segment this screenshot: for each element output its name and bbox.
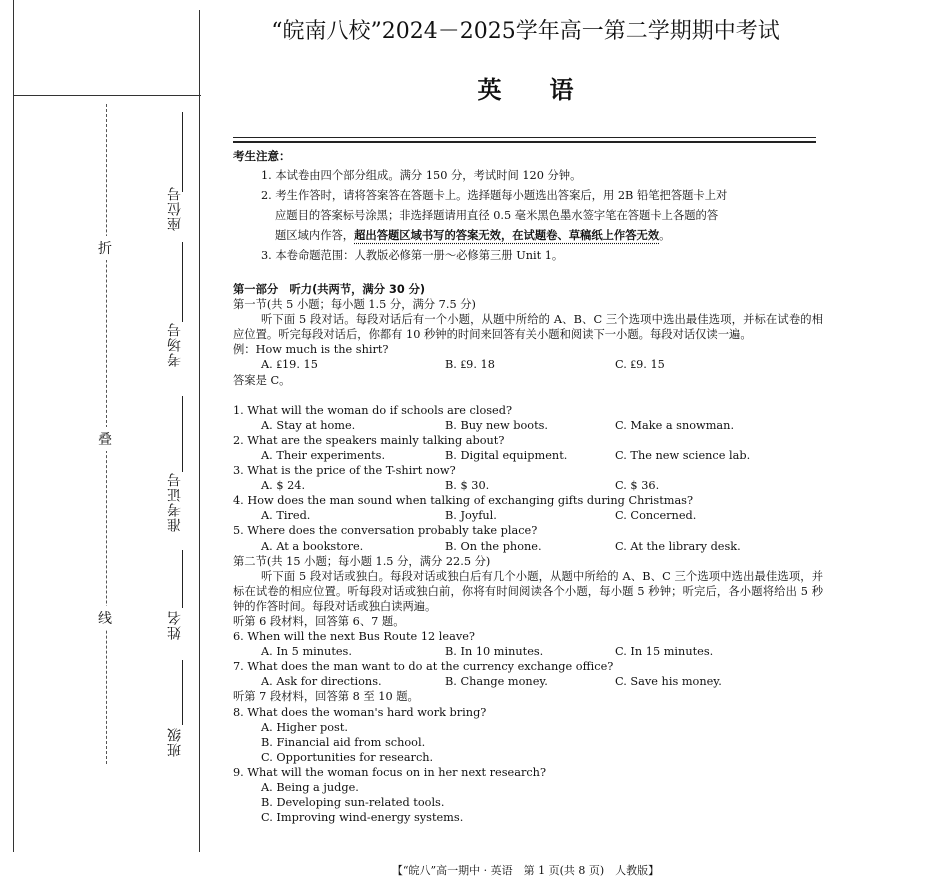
question-options	[233, 448, 823, 463]
option: B. Joyful.	[445, 509, 497, 523]
class-label: 班级	[167, 727, 183, 757]
question-options	[233, 508, 823, 523]
option: A. Tired.	[261, 509, 311, 523]
margin-border-line	[13, 0, 14, 852]
option: C. Save his money.	[615, 675, 722, 689]
option: A. In 5 minutes.	[261, 645, 352, 659]
name-line	[182, 550, 183, 608]
section-heading: 第一节(共 5 小题；每小题 1.5 分，满分 7.5 分)	[233, 298, 476, 312]
example-options	[233, 357, 823, 372]
name-label: 姓名	[167, 610, 183, 640]
fold-char: 折	[98, 236, 112, 260]
question: 1. What will the woman do if schools are closed?	[233, 403, 513, 417]
option: C. ₤9. 15	[615, 358, 665, 372]
candidate-notice	[233, 146, 823, 266]
option: C. $ 36.	[615, 479, 660, 493]
notice-text: 。	[659, 229, 671, 242]
option: B. Change money.	[445, 675, 548, 689]
header-rule	[233, 137, 816, 138]
section-heading: 第二节(共 15 小题；每小题 1.5 分，满分 22.5 分)	[233, 554, 491, 568]
option: A. Stay at home.	[261, 418, 356, 432]
question-options	[233, 674, 823, 689]
option: B. Buy new boots.	[445, 418, 549, 432]
margin-inner-line	[199, 10, 200, 852]
notice-item-continued	[233, 226, 823, 246]
notice-text: 题区域内作答，	[275, 229, 355, 242]
section-instructions: 听下面 5 段对话或独白。每段对话或独白后有几个小题，从题中所给的 A、B、C 三个选项中选出最佳选项，并标在试卷的相应位置。听每段对话或独白前，你将有时间阅读各个小题，每小题 5 秒钟；听完后，各小题将给出 5 秒钟的作答时间。每段对话或独白读两遍。	[233, 569, 823, 613]
fold-char: 叠	[98, 427, 112, 451]
notice-item-continued: 应题目的答案标号涂黑；非选择题请用直径 0.5 毫米黑色墨水签字笔在答题卡上各题的答	[275, 209, 719, 222]
seat-number-line	[182, 112, 183, 192]
example-question: 例：How much is the shirt?	[233, 343, 389, 357]
option: C. In 15 minutes.	[615, 645, 714, 659]
option: B. Digital equipment.	[445, 448, 568, 462]
question-options	[233, 539, 823, 554]
example-answer: 答案是 C。	[233, 373, 291, 387]
question-options	[233, 478, 823, 493]
question: 8. What does the woman's hard work bring?	[233, 705, 487, 719]
seat-number-label: 座位号	[167, 186, 183, 231]
admission-number-label: 准考证号	[167, 472, 183, 532]
option: B. On the phone.	[445, 539, 542, 553]
question: 9. What will the woman focus on in her next research?	[233, 765, 546, 779]
option: C. Concerned.	[615, 509, 697, 523]
material-note: 听第 6 段材料，回答第 6、7 题。	[233, 614, 405, 628]
option: C. The new science lab.	[615, 448, 751, 462]
notice-emphasis: 超出答题区域书写的答案无效，在试题卷、草稿纸上作答无效	[354, 229, 660, 242]
exam-room-label: 考场号	[167, 322, 183, 367]
margin-top-line	[13, 95, 201, 96]
question: 6. When will the next Bus Route 12 leave?	[233, 630, 475, 644]
exam-title: “皖南八校”2024－2025学年高一第二学期期中考试	[271, 19, 780, 44]
section-instructions: 听下面 5 段对话。每段对话后有一个小题，从题中所给的 A、B、C 三个选项中选出最佳选项，并标在试卷的相应位置。听完每段对话后，你都有 10 秒钟的时间来回答有关小题和阅读下一小题。每段对话仅读一遍。	[233, 313, 823, 342]
question: 5. Where does the conversation probably take place?	[233, 524, 538, 538]
question: 7. What does the man want to do at the currency exchange office?	[233, 660, 614, 674]
option: C. Improving wind-energy systems.	[261, 811, 464, 825]
option: A. $ 24.	[261, 479, 306, 493]
question: 3. What is the price of the T-shirt now?	[233, 464, 456, 478]
option: A. At a bookstore.	[261, 539, 364, 553]
option: A. Their experiments.	[261, 448, 386, 462]
part-heading: 第一部分 听力(共两节，满分 30 分)	[233, 283, 426, 296]
fold-char: 线	[98, 606, 112, 630]
notice-head: 考生注意：	[233, 149, 291, 163]
page-footer: 【“皖八”高一期中 · 英语 第 1 页(共 8 页) 人教版】	[391, 864, 660, 877]
admission-number-line	[182, 396, 183, 472]
notice-item: 3. 本卷命题范围：人教版必修第一册～必修第三册 Unit 1。	[261, 249, 564, 262]
notice-item: 1. 本试卷由四个部分组成。满分 150 分，考试时间 120 分钟。	[261, 169, 582, 182]
option: B. Financial aid from school.	[261, 735, 426, 749]
question-options	[233, 644, 823, 659]
header-rule-thick	[233, 141, 816, 143]
question: 4. How does the man sound when talking of exchanging gifts during Christmas?	[233, 494, 694, 508]
exam-body	[233, 282, 823, 825]
material-note: 听第 7 段材料，回答第 8 至 10 题。	[233, 690, 419, 704]
option: A. ₤19. 15	[261, 358, 318, 372]
option: A. Ask for directions.	[261, 675, 382, 689]
option: B. ₤9. 18	[445, 358, 495, 372]
option: B. In 10 minutes.	[445, 645, 544, 659]
notice-item: 2. 考生作答时，请将答案答在答题卡上。选择题每小题选出答案后，用 2B 铅笔把答题卡上对	[261, 189, 728, 202]
option: A. Higher post.	[261, 720, 348, 734]
class-line	[182, 660, 183, 725]
option: C. At the library desk.	[615, 539, 741, 553]
binding-margin	[0, 0, 200, 887]
option: C. Make a snowman.	[615, 418, 735, 432]
question: 2. What are the speakers mainly talking about?	[233, 433, 505, 447]
exam-room-line	[182, 242, 183, 322]
option: C. Opportunities for research.	[261, 750, 434, 764]
option: B. Developing sun-related tools.	[261, 796, 445, 810]
option: B. $ 30.	[445, 479, 490, 493]
subject-title: 英语	[477, 75, 622, 104]
option: A. Being a judge.	[261, 781, 359, 794]
question-options	[233, 418, 823, 433]
